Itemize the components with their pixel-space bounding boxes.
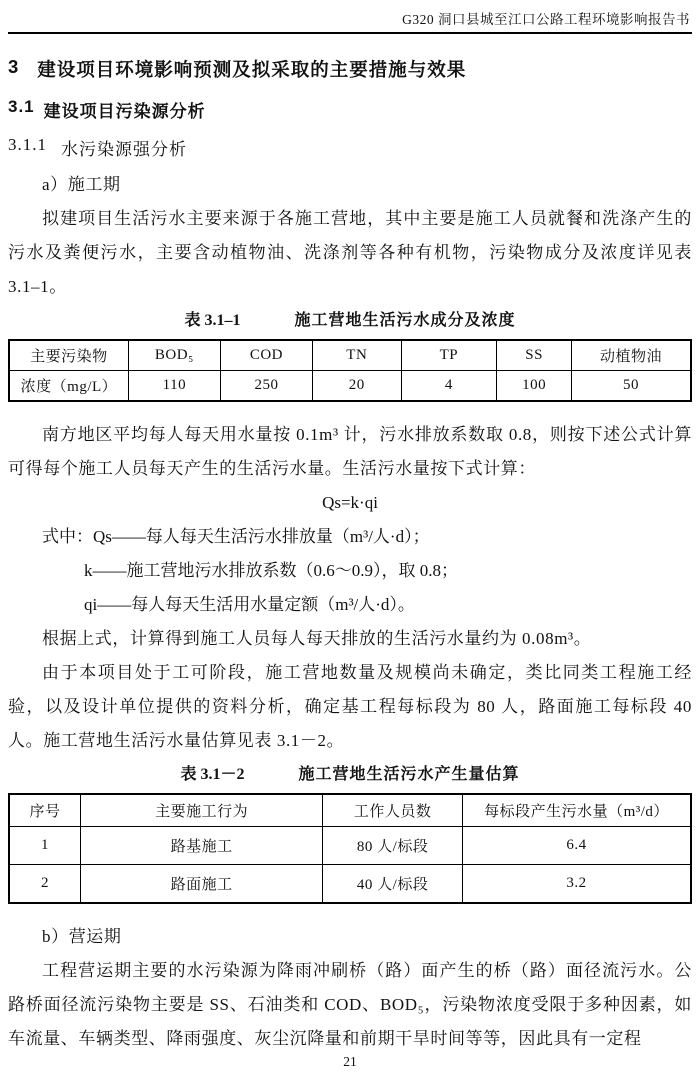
running-header-title: G320 洞口县城至江口公路工程环境影响报告书 bbox=[402, 12, 690, 27]
table1-value-cell: 100 bbox=[497, 371, 572, 402]
running-header bbox=[8, 6, 692, 34]
formula-term-k: k——施工营地污水排放系数（0.6～0.9），取 0.8； bbox=[84, 561, 458, 580]
table1-caption-title: 施工营地生活污水成分及浓度 bbox=[294, 312, 516, 329]
table2-caption-number: 表 3.1－2 bbox=[180, 766, 245, 783]
formula-term-qs: 式中：Qs——每人每天生活污水排放量（m³/人·d）； bbox=[42, 527, 430, 546]
pollutant-concentration-table bbox=[8, 339, 692, 402]
chapter-heading bbox=[8, 56, 692, 82]
table1-header-cell: SS bbox=[497, 340, 572, 371]
subsection-title: 水污染源强分析 bbox=[61, 140, 187, 159]
formula-conclusion-paragraph: 根据上式，计算得到施工人员每人每天排放的生活污水量约为 0.08m³。 bbox=[42, 629, 592, 648]
table1-value-cell: 4 bbox=[401, 371, 496, 402]
water-usage-paragraph: 南方地区平均每人每天用水量按 0.1m³ 计，污水排放系数取 0.8，则按下述公式计算可得每个施工人员每天产生的生活污水量。生活污水量按下式计算： bbox=[8, 425, 692, 478]
section-number: 3.1 bbox=[8, 97, 35, 116]
table2-caption-title: 施工营地生活污水产生量估算 bbox=[298, 766, 520, 783]
table1-header-cell: COD bbox=[220, 340, 312, 371]
table-row bbox=[9, 827, 691, 865]
table2-cell: 路面施工 bbox=[81, 865, 323, 904]
table2-cell: 40 人/标段 bbox=[323, 865, 463, 904]
table2-header-cell: 每标段产生污水量（m³/d） bbox=[463, 794, 691, 827]
construction-period-label: a）施工期 bbox=[42, 175, 121, 194]
table2-cell: 路基施工 bbox=[81, 827, 323, 865]
table2-header-cell: 主要施工行为 bbox=[81, 794, 323, 827]
page-number-value: 21 bbox=[343, 1054, 357, 1069]
table1-header-cell: TP bbox=[401, 340, 496, 371]
table-row bbox=[9, 865, 691, 904]
table2-caption bbox=[8, 762, 692, 788]
chapter-title: 建设项目环境影响预测及拟采取的主要措施与效果 bbox=[37, 59, 467, 80]
table2-cell: 1 bbox=[9, 827, 81, 865]
subsection-number: 3.1.1 bbox=[8, 135, 47, 154]
table2-cell: 80 人/标段 bbox=[323, 827, 463, 865]
table2-header-cell: 序号 bbox=[9, 794, 81, 827]
table1-header-cell: TN bbox=[312, 340, 401, 371]
table-row bbox=[9, 340, 691, 371]
section-title: 建设项目污染源分析 bbox=[43, 102, 206, 121]
operation-period-label: b）营运期 bbox=[42, 927, 122, 946]
table1-value-cell: 110 bbox=[128, 371, 220, 402]
table2-cell: 3.2 bbox=[463, 865, 691, 904]
table1-caption bbox=[8, 308, 692, 334]
chapter-number: 3 bbox=[8, 56, 20, 77]
sewage-formula: Qs=k·qi bbox=[322, 493, 378, 512]
table1-row-label: 浓度（mg/L） bbox=[9, 371, 128, 402]
table-row bbox=[9, 371, 691, 402]
table2-header-cell: 工作人员数 bbox=[323, 794, 463, 827]
table1-header-cell: 动植物油 bbox=[572, 340, 691, 371]
page-number bbox=[0, 1054, 700, 1070]
construction-intro-paragraph: 拟建项目生活污水主要来源于各施工营地，其中主要是施工人员就餐和洗涤产生的污水及粪便污水，主要含动植物油、洗涤剂等各种有机物，污染物成分及浓度详见表 3.1–1。 bbox=[8, 209, 692, 296]
table1-header-cell: 主要污染物 bbox=[9, 340, 128, 371]
table1-header-cell: BOD₅ bbox=[128, 340, 220, 371]
formula-term-qi: qi——每人每天生活用水量定额（m³/人·d）。 bbox=[84, 595, 415, 614]
table1-value-cell: 20 bbox=[312, 371, 401, 402]
table1-value-cell: 50 bbox=[572, 371, 691, 402]
estimate-basis-paragraph: 由于本项目处于工可阶段，施工营地数量及规模尚未确定，类比同类工程施工经验，以及设计单位提供的资料分析，确定基工程每标段为 80 人，路面施工每标段 40 人。施工营地生活污水量估算见表 3.1－2。 bbox=[8, 663, 692, 750]
table2-cell: 2 bbox=[9, 865, 81, 904]
table-row bbox=[9, 794, 691, 827]
section-heading bbox=[8, 97, 692, 122]
sewage-estimate-table bbox=[8, 793, 692, 904]
operation-runoff-paragraph: 工程营运期主要的水污染源为降雨冲刷桥（路）面产生的桥（路）面径流污水。公路桥面径流污染物主要是 SS、石油类和 COD、BOD₅，污染物浓度受限于多种因素，如车流量、车辆类型、降雨强度、灰尘沉降量和前期干旱时间等等，因此具有一定程 bbox=[8, 961, 692, 1048]
subsection-heading bbox=[8, 135, 692, 160]
table1-caption-number: 表 3.1–1 bbox=[184, 312, 241, 329]
table1-value-cell: 250 bbox=[220, 371, 312, 402]
table2-cell: 6.4 bbox=[463, 827, 691, 865]
